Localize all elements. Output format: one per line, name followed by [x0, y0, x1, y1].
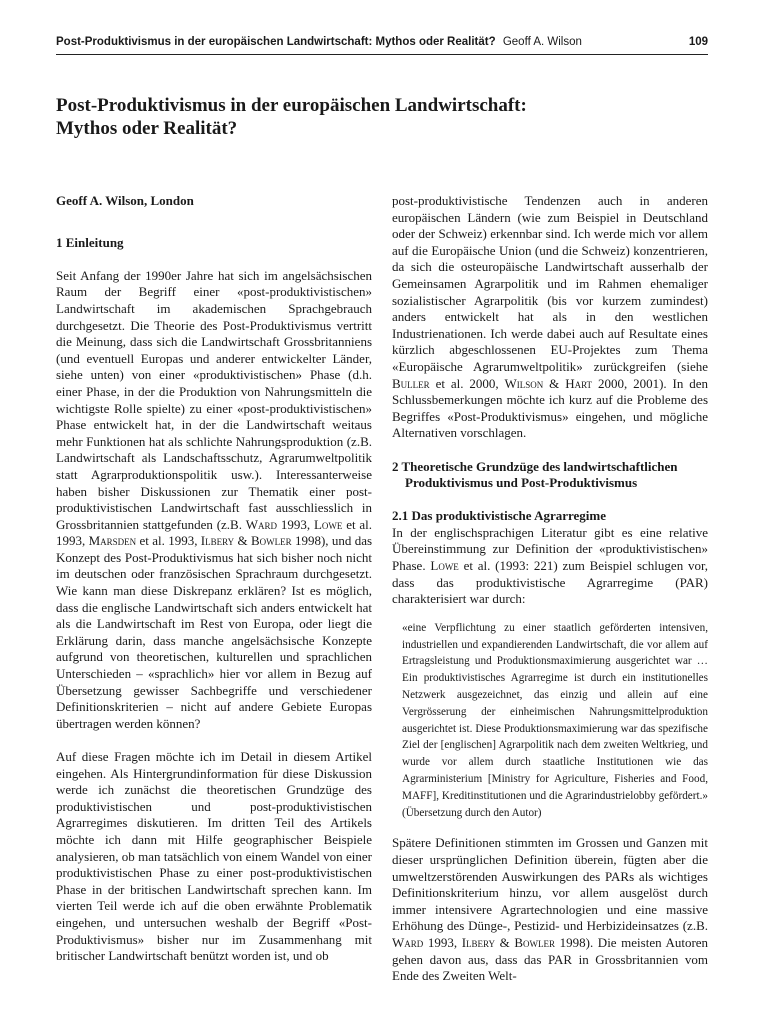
paragraph-continued: [392, 193, 708, 442]
text-run: Spätere Definitionen stimmten im Grossen und Ganzen mit dieser ursprünglichen Definition überein, fügten aber die umweltzerstörenden Auswirkungen des PARs als wichtiges Definitionskriterium hinzu, vor allem ausgelöst durch immer intensivere Agrartechnologien und eine massive Erhöhung des Dünge-, Pestizid- und Herbizideinsatzes (z.B.: [392, 835, 708, 934]
paragraph-later-definitions: [392, 835, 708, 984]
running-author: Geoff A. Wilson: [502, 36, 582, 48]
citation-author: Ilbery: [461, 934, 496, 950]
text-run: post-produktivistische Tendenzen auch in anderen europäischen Ländern (wie zum Beispiel in Deutschland oder der Schweiz) erkennbar sind. Ich werde mich vor allem auf die Europäische Union (und die Schweiz) konzentrieren, da sich die osteuropäische Landwirtschaft ausserhalb der Gemeinsamen Agrarpolitik und im Rahmen ehemaliger sozialistischer Agrarpolitik (bis vor kurzem zumindest) anders entwickelt hat als in den westlichen Industrienationen. Ich werde dabei auch auf Resultate eines kürzlich abgeschlossenen EU-Projektes zum Thema «Europäische Agrarumweltpolitik» zurückgreifen (siehe: [392, 193, 708, 374]
text-run: 1998). Die meisten Autoren gehen davon aus, dass das PAR in Grossbritannien vom Ende des Zweiten Welt-: [392, 934, 709, 984]
author-line: Geoff A. Wilson, London: [56, 193, 194, 208]
citation-author: Lowe: [313, 516, 343, 532]
text-run: et al. (1993: 221) zum Beispiel schlugen vor, dass das produktivistische Agrarregime (PAR) charakterisiert war durch:: [392, 558, 709, 607]
citation-author: Hart: [565, 375, 593, 391]
running-header: [56, 32, 708, 55]
text-run: &: [499, 934, 510, 950]
page-number: 109: [688, 36, 708, 48]
text-run: &: [237, 533, 248, 549]
citation-author: Wilson: [504, 375, 544, 391]
citation-author: Ward: [392, 934, 424, 950]
text-run: 1993,: [427, 934, 458, 950]
paragraph-intro: [56, 268, 372, 733]
article-title-line-2: Mythos oder Realität?: [56, 118, 238, 139]
text-run: Seit Anfang der 1990er Jahre hat sich im angelsächsischen Raum der Begriff einer «post-produktivistischen» Landwirtschaft im akademischen Sprachgebrauch durchgesetzt. Die Theorie des Post-Produktivismus vertritt die Meinung, dass sich die Landwirtschaft Grossbritanniens (und eventuell Europas und anderer entwickelter Länder, siehe unten) von einer «produktivistischen» Phase (d.h. einer Phase, in der die Produktion von Nahrungsmitteln die wichtigste Rolle spielte) zu einer «post-produktivistischen» Phase entwickelt hat, in der die Landwirtschaft weitaus mehr Funktionen hat als schlichte Nahrungsproduktion (z.B. Landwirtschaft als Landschaftsschutz, Agrarumweltpolitik statt Agrarproduktionspolitik usw.). Interessanterweise haben bisher Diskussionen zur Thematik einer post-produktivistischen Landwirtschaft fast ausschliesslich in Grossbritannien stattgefunden (z.B.: [56, 267, 372, 532]
citation-author: Ward: [245, 516, 278, 532]
section-heading-theory: 2 Theoretische Grundzüge des landwirtschaftlichen Produktivismus und Post-Produktivismus: [392, 458, 678, 491]
text-run: &: [549, 375, 560, 391]
text-run: et al. 1993,: [56, 516, 373, 549]
citation-author: Bowler: [514, 934, 556, 950]
text-run: 1998), und das Konzept des Post-Produktivismus hat sich bisher noch nicht im deutschen oder französischen Sprachraum durchgesetzt. Wie kann man diese Diskrepanz erklären? Ist es möglich, dass die englische Landwirtschaft sich anders entwickelt hat als die Landwirtschaft im Rest von Europa, oder liegt die Erklärung darin, dass manche angelsächsische Konzepte aufgrund von theoretischen, kulturellen und sprachlichen Unterschieden – «sprachlich» hier vor allem in Bezug auf Übersetzung gewisser Sachbegriffe und verschiedener Definitionskriterien – nicht auf andere Gebiete Europas übertragen werden können?: [56, 533, 373, 731]
paragraph-outline: Auf diese Fragen möchte ich im Detail in diesem Artikel eingehen. Als Hintergrundinformation für diese Diskussion werde ich zunächst die theoretischen Grundzüge des produktivistischen und post-produktivistischen Agrarregimes diskutieren. Im dritten Teil des Artikels möchte ich dann mit Hilfe geographischer Beispiele analysieren, ob man tatsächlich von einem Wandel von einer produktivistischen Phase zu einer post-produktivistischen Phase in der britischen Landwirtschaft sprechen kann. Im vierten Teil werde ich auf die oben erwähnte Problematik eingehen, und untersuchen weshalb der Begriff «Post-Produktivismus» bisher nur im Zusammenhang mit britischer Landwirtschaft benützt worden ist, und ob: [56, 749, 372, 964]
running-title: Post-Produktivismus in der europäischen Landwirtschaft: Mythos oder Realität?: [56, 36, 496, 48]
right-column: [392, 193, 708, 985]
citation-author: Bowler: [250, 533, 292, 549]
text-run: In der englischsprachigen Literatur gibt es eine relative Übereinstimmung zur Definition der «produktivistischen» Phase.: [392, 524, 708, 574]
text-run: 1993,: [280, 516, 311, 532]
citation-author: Buller: [392, 375, 430, 391]
subsection-heading-par: 2.1 Das produktivistische Agrarregime: [392, 508, 607, 524]
citation-author: Lowe: [430, 558, 459, 574]
citation-author: Marsden: [88, 533, 137, 549]
article-title-line-1: Post-Produktivismus in der europäischen Landwirtschaft:: [56, 95, 527, 116]
text-run: 2000, 2001). In den Schlussbemerkungen möchte ich kurz auf die Probleme des Begriffes «Post-Produktivismus» eingehen, und mögliche Alternativen vorschlagen.: [392, 375, 709, 441]
text-run: et al. 1993,: [139, 533, 198, 549]
section-heading-einleitung: 1 Einleitung: [56, 234, 124, 250]
block-quote: «eine Verpflichtung zu einer staatlich geförderten intensiven, industriellen und expandierenden Landwirtschaft, die vor allem auf Ertragsleistung und Produktionsmaximierung ausgerichtet war … Ein produktivistisches Agrarregime ist durch ein institutionelles Netzwerk ausgezeichnet, das einzig und allein auf eine Vergrösserung der einheimischen Nahrungsmittelproduktion ausgerichtet ist. Diese Produktionsmaximierung war das spezifische Ziel der [englischen] Agrarpolitik nach dem zweiten Weltkrieg, und wurde vor allem durch staatliche Institutionen wie das Agrarministerium [Ministry for Agriculture, Fisheries and Food, MAFF], Kreditinstitutionen und die Agrarindustrielobby gefördert.» (Übersetzung durch den Autor): [402, 621, 708, 819]
paragraph-definition: [392, 525, 708, 608]
left-column: [56, 193, 372, 965]
text-run: et al. 2000,: [435, 375, 499, 391]
article-title: [56, 94, 616, 140]
citation-author: Ilbery: [200, 533, 235, 549]
